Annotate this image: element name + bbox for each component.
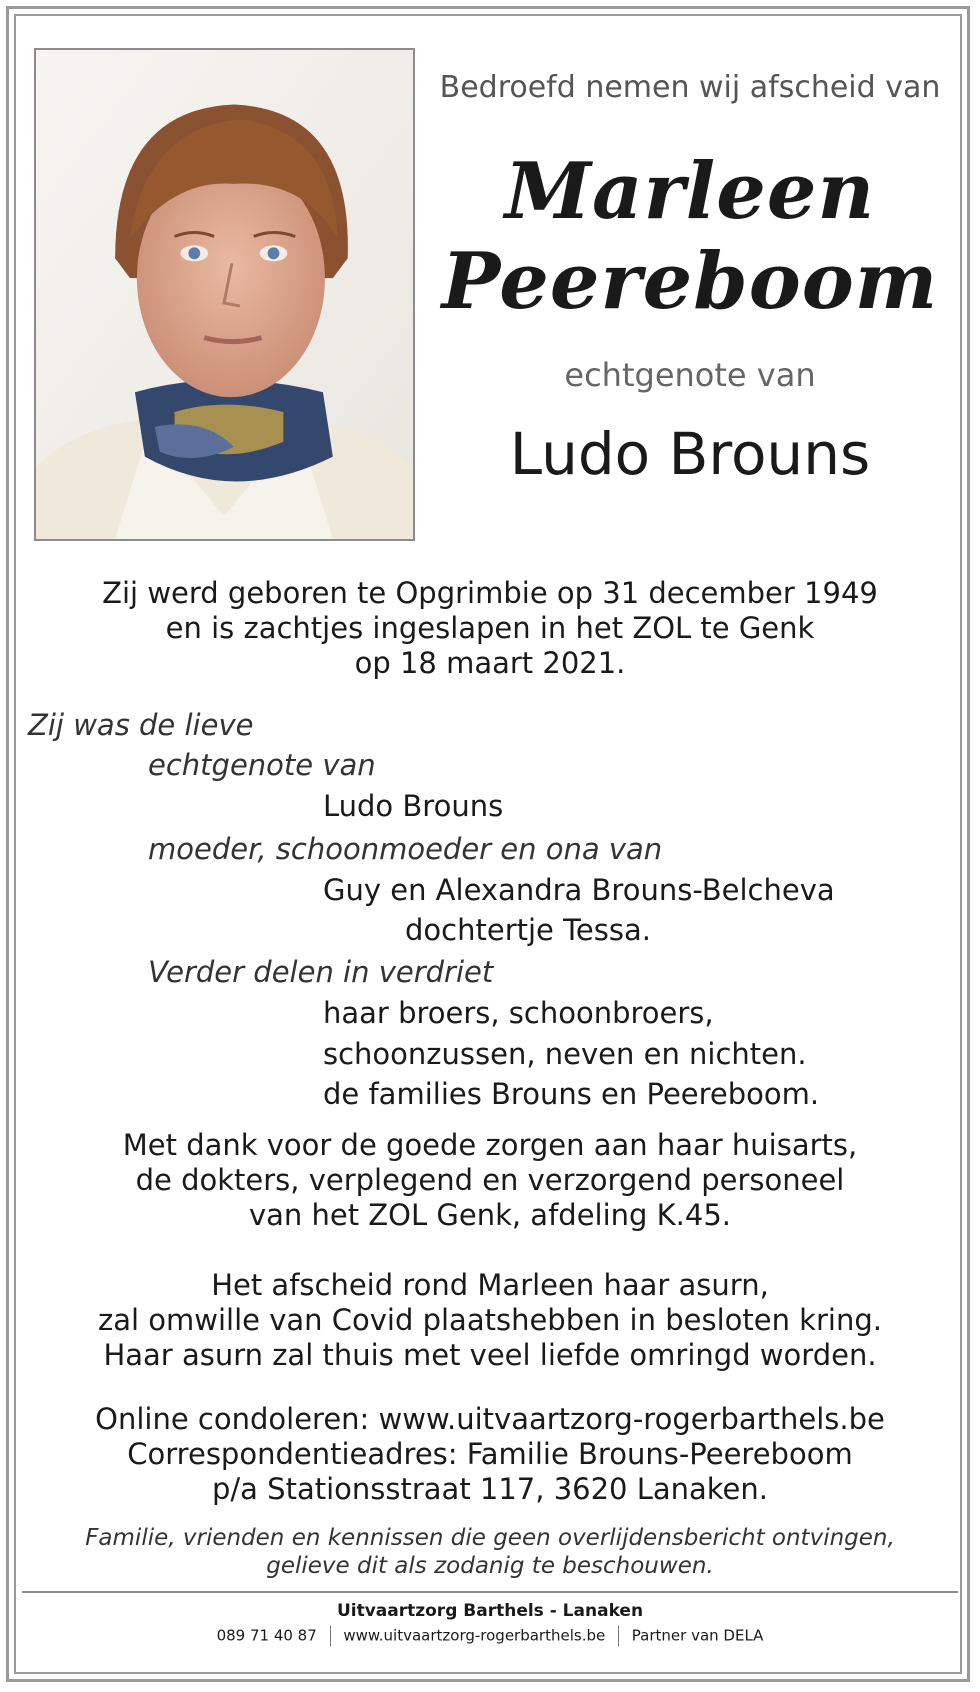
farewell-line: Haar asurn zal thuis met veel liefde omringd worden. [103, 1338, 877, 1372]
deceased-first-name: Marleen [504, 146, 876, 237]
farewell-line: zal omwille van Covid plaatshebben in besloten kring. [98, 1303, 882, 1337]
footer-separator [330, 1626, 331, 1646]
online-condolence: Online condoleren: www.uitvaartzorg-rogerbarthels.be [95, 1402, 885, 1436]
family-spouse-label: echtgenote van [148, 748, 376, 782]
thanks-line: de dokters, verplegend en verzorgend personeel [135, 1163, 845, 1197]
funeral-home-title: Uitvaartzorg Barthels - Lanaken [336, 1601, 644, 1621]
farewell-line: Het afscheid rond Marleen haar asurn, [211, 1268, 769, 1302]
thanks-line: Met dank voor de goede zorgen aan haar huisarts, [122, 1128, 858, 1162]
footer-website[interactable]: www.uitvaartzorg-rogerbarthels.be [343, 1626, 606, 1645]
portrait-image [36, 50, 413, 539]
family-children-label: moeder, schoonmoeder en ona van [148, 832, 663, 866]
thanks-line: van het ZOL Genk, afdeling K.45. [248, 1198, 732, 1232]
family-others-line: schoonzussen, neven en nichten. [323, 1037, 807, 1071]
notice-line: gelieve dit als zodanig te beschouwen. [266, 1553, 714, 1579]
spouse-name-heading: Ludo Brouns [509, 420, 871, 488]
portrait-photo [34, 48, 415, 541]
birth-line: op 18 maart 2021. [354, 646, 626, 680]
deceased-last-name: Peereboom [441, 236, 939, 327]
notice-text [30, 1524, 950, 1580]
family-children: Guy en Alexandra Brouns-Belcheva [323, 873, 835, 907]
family-others-line: haar broers, schoonbroers, [323, 996, 714, 1030]
footer-info [22, 1626, 958, 1646]
notice-line: Familie, vrienden en kennissen die geen overlijdensbericht ontvingen, [85, 1525, 895, 1551]
thanks-text [30, 1128, 950, 1233]
birth-line: Zij werd geboren te Opgrimbie op 31 december 1949 [102, 576, 878, 610]
birth-death-text [30, 576, 950, 681]
contact-text [30, 1402, 950, 1507]
family-grandchild: dochtertje Tessa. [405, 913, 651, 947]
spouse-intro: echtgenote van [564, 356, 816, 394]
family-intro: Zij was de lieve [28, 708, 254, 742]
footer-divider [22, 1591, 958, 1593]
footer-partner: Partner van DELA [631, 1626, 764, 1645]
footer-phone: 089 71 40 87 [216, 1626, 317, 1645]
family-others-line: de families Brouns en Peereboom. [323, 1077, 820, 1111]
family-spouse: Ludo Brouns [323, 789, 504, 823]
correspondence-street: p/a Stationsstraat 117, 3620 Lanaken. [212, 1472, 768, 1506]
farewell-text [30, 1268, 950, 1373]
birth-line: en is zachtjes ingeslapen in het ZOL te Genk [165, 611, 815, 645]
family-others-label: Verder delen in verdriet [148, 955, 494, 989]
footer-separator [618, 1626, 619, 1646]
intro-text: Bedroefd nemen wij afscheid van [439, 70, 941, 105]
correspondence-address: Correspondentieadres: Familie Brouns-Peereboom [127, 1437, 853, 1471]
